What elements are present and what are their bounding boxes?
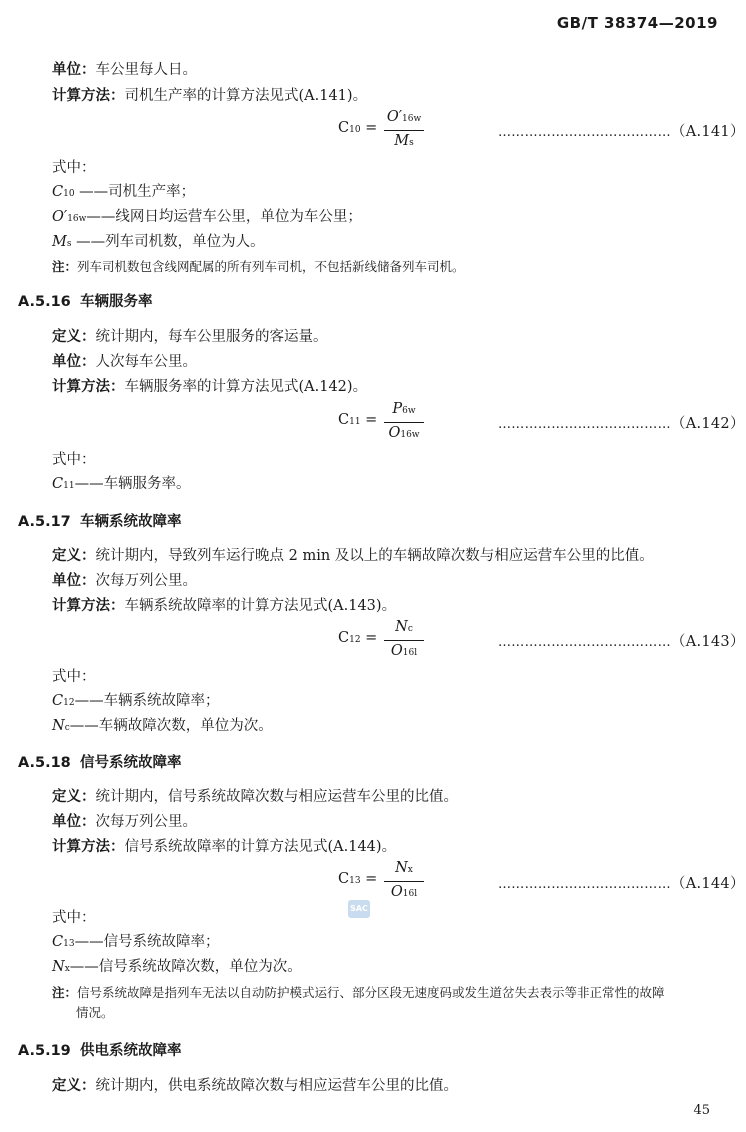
note: 注：信号系统故障是指列车无法以自动防护模式运行、部分区段无速度码或发生道岔失去表示等非正常性的故障 (52, 985, 665, 1000)
definition-line: 定义：统计期内，每车公里服务的客运量。 (52, 329, 328, 345)
formula-fraction: Nc O16l (384, 618, 424, 663)
where-label: 式中： (52, 910, 96, 926)
section-heading: A.5.19 供电系统故障率 (18, 1043, 182, 1059)
definition-line: 定义：统计期内，导致列车运行晚点 2 min 及以上的车辆故障次数与相应运营车公里的比值。 (52, 548, 654, 564)
equation-leader: …………………………………（A.141） (498, 124, 745, 140)
equation-number: （A.141） (670, 124, 745, 140)
formula-lhs: C12 = (338, 630, 378, 646)
method-text: 司机生产率的计算方法见式(A.141)。 (124, 88, 368, 104)
var-line: O′16w——线网日均运营车公里，单位为车公里； (52, 209, 362, 225)
var-line: Ms ——列车司机数，单位为人。 (52, 234, 265, 250)
formula-a142 (338, 400, 438, 444)
formula-fraction: P6w O16w (384, 400, 424, 445)
unit-line (52, 60, 197, 80)
unit-line: 单位：次每万列公里。 (52, 814, 197, 830)
method-label: 计算方法： (52, 88, 125, 104)
var-line: Nc——车辆故障次数，单位为次。 (52, 718, 273, 734)
where-label: 式中： (52, 669, 96, 685)
equation-number: （A.142） (670, 416, 745, 432)
equation-leader: …………………………………（A.142） (498, 416, 745, 432)
unit-text: 车公里每人日。 (95, 62, 197, 78)
page-number: 45 (693, 1103, 710, 1118)
formula-a144 (338, 859, 438, 903)
method-line: 计算方法：信号系统故障率的计算方法见式(A.144)。 (52, 839, 397, 855)
where-label: 式中： (52, 452, 96, 468)
method-line: 计算方法：车辆系统故障率的计算方法见式(A.143)。 (52, 598, 397, 614)
method-line (52, 86, 367, 106)
section-heading: A.5.16 车辆服务率 (18, 294, 153, 310)
formula-lhs: C11 = (338, 412, 378, 428)
var-line: C12——车辆系统故障率； (52, 693, 220, 709)
section-heading: A.5.18 信号系统故障率 (18, 755, 182, 771)
formula-a143 (338, 618, 438, 662)
formula-fraction: Nx O16l (384, 859, 424, 904)
equation-number: （A.144） (670, 876, 745, 892)
note-continuation: 情况。 (76, 1005, 114, 1020)
unit-label: 单位： (52, 62, 96, 78)
formula-lhs: C13 = (338, 871, 378, 887)
var-line: C13——信号系统故障率； (52, 934, 220, 950)
note: 注：列车司机数包含线网配属的所有列车司机，不包括新线储备列车司机。 (52, 259, 465, 274)
equation-leader: …………………………………（A.144） (498, 876, 745, 892)
var-line: Nx——信号系统故障次数，单位为次。 (52, 959, 302, 975)
definition-line: 定义：统计期内，信号系统故障次数与相应运营车公里的比值。 (52, 789, 458, 805)
var-line: C11——车辆服务率。 (52, 476, 191, 492)
unit-line: 单位：人次每车公里。 (52, 354, 197, 370)
formula-lhs: C10 = (338, 120, 378, 136)
method-line: 计算方法：车辆服务率的计算方法见式(A.142)。 (52, 379, 368, 395)
formula-fraction: O′16w Ms (384, 108, 424, 153)
var-line: C10 ——司机生产率； (52, 184, 196, 200)
section-heading: A.5.17 车辆系统故障率 (18, 514, 182, 530)
definition-line: 定义：统计期内，供电系统故障次数与相应运营车公里的比值。 (52, 1078, 458, 1094)
standard-number: GB/T 38374—2019 (556, 14, 718, 32)
unit-line: 单位：次每万列公里。 (52, 573, 197, 589)
equation-leader: …………………………………（A.143） (498, 634, 745, 650)
where-label: 式中： (52, 160, 96, 176)
formula-a141 (338, 108, 438, 152)
watermark-logo: SAC (348, 900, 370, 918)
equation-number: （A.143） (670, 634, 745, 650)
